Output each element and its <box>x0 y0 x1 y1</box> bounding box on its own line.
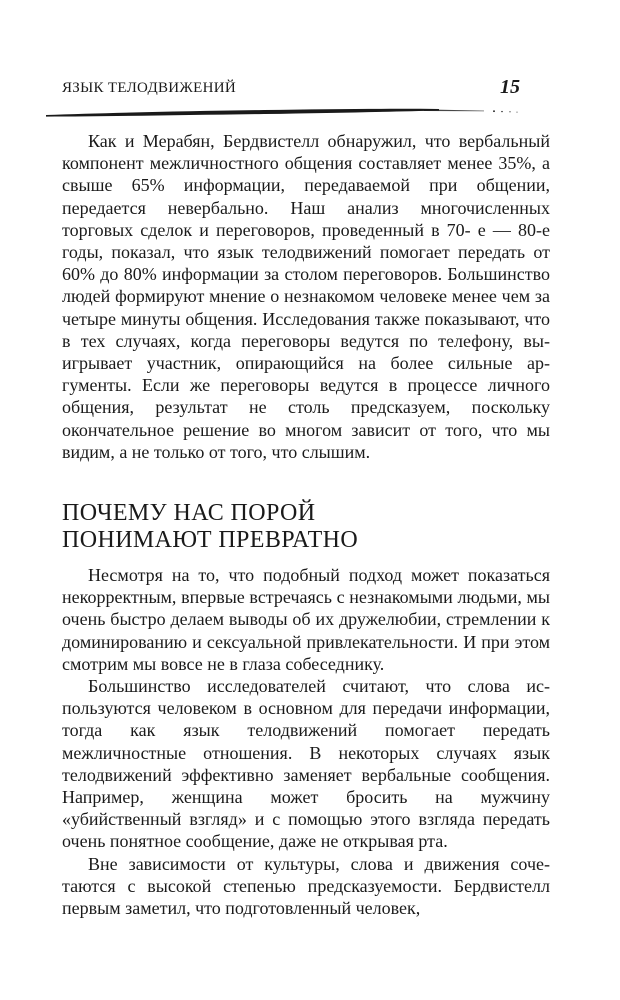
section-heading-line-1: ПОЧЕМУ НАС ПОРОЙ <box>62 500 316 526</box>
section-text <box>62 564 550 919</box>
header-brush-rule <box>44 104 544 120</box>
section-paragraph-2: Большинство исследователей считают, что слова используются человеком в основном для передачи информации, тогда как язык телодвижений помогает передать межличностные отношения. В некоторых случаях язык телодвижений эффективно заменяет вербальные сообщения. Например, женщина может бросить на мужчину «убийственный взгляд» и с помощью этого взгляда передать очень понятное сообщение, даже не открывая рта. <box>62 676 550 852</box>
intro-paragraph: Как и Мерабян, Бердвистелл обнаружил, что вербальный компонент межличностного общения составляет менее 35%, а свыше 65% информации, передаваемой при общении, передается невербально. Наш анализ многочисленных торговых сделок и переговоров, проведенный в 70- е — 80-е годы, показал, что язык телодвижений помогает передать от 60% до 80% информации за столом переговоров. Большинство людей формируют мнение о незнакомом человеке менее чем за четыре минуты общения. Исследования также показывают, что в тех случаях, когда переговоры ведутся по телефону, выигрывает участник, опирающийся на более сильные аргументы. Если же переговоры ведутся в процессе личного общения, результат не столь предсказуем, поскольку окончательное решение во многом зависит от того, что мы видим, а не только от того, что слышим. <box>62 131 550 462</box>
section-heading <box>62 500 550 554</box>
page-number: 15 <box>500 76 520 98</box>
running-header <box>62 76 534 104</box>
section-paragraph-1: Несмотря на то, что подобный подход может показаться некорректным, впервые встречаясь с незнакомыми людьми, мы очень быстро делаем выводы об их дружелюбии, стремлении к доминированию и сексуальной привлекательности. И при этом смотрим мы вовсе не в глаза собеседнику. <box>62 565 550 674</box>
intro-text <box>62 130 550 463</box>
section-paragraph-3: Вне зависимости от культуры, слова и движения сочетаются с высокой степенью предсказуемости. Бердвистелл первым заметил, что подготовленный человек, <box>62 853 550 919</box>
running-title: ЯЗЫК ТЕЛОДВИЖЕНИЙ <box>62 80 237 96</box>
section-heading-line-2: ПОНИМАЮТ ПРЕВРАТНО <box>62 527 359 553</box>
